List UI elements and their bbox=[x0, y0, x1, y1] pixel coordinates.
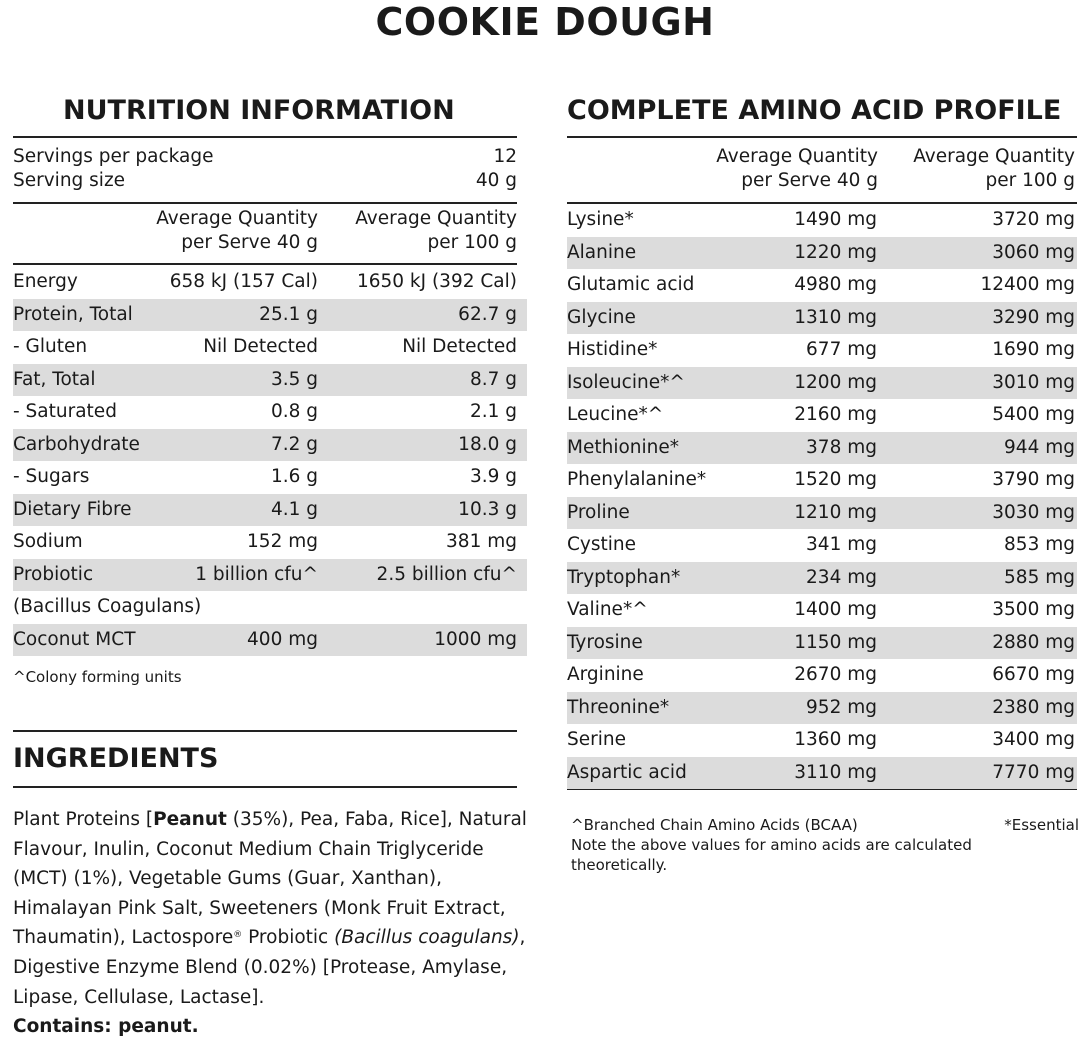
per-100g-value: 8.7 g bbox=[469, 368, 517, 390]
table-row bbox=[567, 334, 1077, 367]
header-line: per 100 g bbox=[985, 170, 1075, 191]
table-row bbox=[567, 594, 1077, 627]
table-row bbox=[567, 529, 1077, 562]
divider bbox=[13, 263, 517, 265]
table-row bbox=[567, 627, 1077, 660]
per-serve-value: 677 mg bbox=[806, 339, 877, 360]
table-row bbox=[567, 562, 1077, 595]
row-label: Histidine* bbox=[567, 339, 658, 360]
amino-col-serve-header bbox=[716, 145, 878, 193]
contains-statement: Contains: peanut. bbox=[13, 1016, 199, 1038]
table-row bbox=[567, 269, 1077, 302]
table-row bbox=[567, 724, 1077, 757]
per-serve-value: 1490 mg bbox=[794, 209, 877, 230]
nutrition-heading: NUTRITION INFORMATION bbox=[63, 95, 455, 126]
per-100g-value: 585 mg bbox=[1004, 566, 1075, 588]
row-label: (Bacillus Coagulans) bbox=[13, 596, 202, 617]
probiotic-species: (Bacillus coagulans) bbox=[334, 927, 520, 949]
per-serve-value: 2670 mg bbox=[794, 664, 877, 685]
per-100g-value: 18.0 g bbox=[458, 433, 517, 455]
per-serve-value: 1520 mg bbox=[794, 469, 877, 490]
per-serve-value: 1360 mg bbox=[794, 729, 877, 750]
table-row bbox=[13, 591, 527, 624]
ingredients-part: Probiotic bbox=[242, 927, 335, 949]
table-row bbox=[567, 399, 1077, 432]
per-serve-value: 658 kJ (157 Cal) bbox=[169, 271, 318, 292]
per-100g-value: 944 mg bbox=[1004, 436, 1075, 458]
header-line: Average Quantity bbox=[716, 146, 878, 167]
per-serve-value: 152 mg bbox=[247, 531, 318, 552]
nutrition-col-100g-header bbox=[355, 207, 517, 255]
header-line: Average Quantity bbox=[913, 146, 1075, 167]
bcaa-note: ^Branched Chain Amino Acids (BCAA) bbox=[571, 816, 858, 834]
row-label: Isoleucine*^ bbox=[567, 371, 685, 393]
page-title: COOKIE DOUGH bbox=[375, 0, 715, 44]
per-serve-value: 1310 mg bbox=[794, 306, 877, 328]
divider bbox=[13, 136, 517, 138]
table-row bbox=[13, 364, 527, 397]
ingredients-part: (35%), Pea, Faba, Rice], Natural Flavour, Inulin, Coconut Medium Chain Triglyceride (MCT) (1%), Vegetable Gums (Guar, Xanthan), Himalayan Pink Salt, Sweeteners (Monk Fruit Extract, Thaumatin), Lactospore bbox=[13, 809, 527, 949]
ingredients-heading: INGREDIENTS bbox=[13, 743, 219, 774]
table-row bbox=[13, 559, 527, 592]
per-100g-value: 3290 mg bbox=[992, 306, 1075, 328]
row-label: Probiotic bbox=[13, 563, 94, 585]
row-label: - Saturated bbox=[13, 401, 117, 422]
amino-col-100g-header bbox=[913, 145, 1075, 193]
row-label: Tyrosine bbox=[567, 631, 643, 653]
row-label: Proline bbox=[567, 501, 630, 523]
per-100g-value: 3.9 g bbox=[469, 466, 517, 487]
table-row bbox=[13, 266, 527, 299]
per-serve-value: 0.8 g bbox=[270, 401, 318, 422]
row-label: Methionine* bbox=[567, 436, 680, 458]
per-100g-value: 62.7 g bbox=[458, 303, 517, 325]
row-label: Arginine bbox=[567, 664, 644, 685]
row-label: Serine bbox=[567, 729, 626, 750]
per-serve-value: Nil Detected bbox=[203, 336, 318, 357]
row-label: Fat, Total bbox=[13, 368, 96, 390]
per-100g-value: 3500 mg bbox=[992, 599, 1075, 620]
per-100g-value: 12400 mg bbox=[980, 274, 1075, 295]
per-serve-value: 1.6 g bbox=[270, 466, 318, 487]
per-100g-value: 1650 kJ (392 Cal) bbox=[356, 271, 517, 292]
per-serve-value: 1220 mg bbox=[794, 241, 877, 263]
row-label: Sodium bbox=[13, 531, 83, 552]
table-row bbox=[567, 659, 1077, 692]
per-serve-value: 1150 mg bbox=[794, 631, 877, 653]
essential-note: *Essential bbox=[1004, 816, 1079, 834]
divider bbox=[567, 136, 1077, 138]
row-label: Carbohydrate bbox=[13, 433, 140, 455]
row-label: - Sugars bbox=[13, 466, 90, 487]
table-row bbox=[13, 299, 527, 332]
per-serve-value: 1210 mg bbox=[794, 501, 877, 523]
per-100g-value: 1690 mg bbox=[992, 339, 1075, 360]
per-100g-value: 2880 mg bbox=[992, 631, 1075, 653]
per-serve-value: 234 mg bbox=[806, 566, 877, 588]
table-row bbox=[567, 204, 1077, 237]
per-serve-value: 1200 mg bbox=[794, 371, 877, 393]
table-row bbox=[567, 367, 1077, 400]
row-label: - Gluten bbox=[13, 336, 88, 357]
row-label: Coconut MCT bbox=[13, 628, 136, 650]
row-label: Lysine* bbox=[567, 209, 634, 230]
servings-label: Servings per package bbox=[13, 146, 214, 167]
calc-note: Note the above values for amino acids are calculated theoretically. bbox=[571, 836, 972, 874]
per-100g-value: 10.3 g bbox=[458, 498, 517, 520]
header-line: per Serve 40 g bbox=[181, 232, 318, 253]
row-label: Dietary Fibre bbox=[13, 498, 132, 520]
nutrition-footnote: ^Colony forming units bbox=[13, 668, 182, 686]
per-100g-value: Nil Detected bbox=[402, 336, 517, 357]
per-serve-value: 3.5 g bbox=[270, 368, 318, 390]
row-label: Threonine* bbox=[567, 696, 670, 718]
per-serve-value: 4980 mg bbox=[794, 274, 877, 295]
table-row bbox=[13, 624, 527, 657]
row-label: Phenylalanine* bbox=[567, 469, 707, 490]
table-row bbox=[567, 302, 1077, 335]
per-100g-value: 381 mg bbox=[446, 531, 517, 552]
table-row bbox=[567, 464, 1077, 497]
per-serve-value: 4.1 g bbox=[270, 498, 318, 520]
per-100g-value: 853 mg bbox=[1004, 534, 1075, 555]
per-100g-value: 5400 mg bbox=[992, 404, 1075, 425]
per-100g-value: 7770 mg bbox=[992, 761, 1075, 783]
ingredients-text bbox=[13, 805, 543, 1042]
table-row bbox=[567, 497, 1077, 530]
per-100g-value: 1000 mg bbox=[434, 628, 517, 650]
row-label: Glutamic acid bbox=[567, 274, 695, 295]
per-serve-value: 378 mg bbox=[806, 436, 877, 458]
per-100g-value: 2380 mg bbox=[992, 696, 1075, 718]
row-label: Protein, Total bbox=[13, 303, 133, 325]
per-100g-value: 3010 mg bbox=[992, 371, 1075, 393]
row-label: Leucine*^ bbox=[567, 404, 664, 425]
divider bbox=[567, 789, 1077, 790]
per-serve-value: 1 billion cfu^ bbox=[195, 563, 318, 585]
header-line: per Serve 40 g bbox=[741, 170, 878, 191]
divider bbox=[13, 730, 517, 732]
per-serve-value: 400 mg bbox=[247, 628, 318, 650]
servings-value: 12 bbox=[493, 146, 517, 167]
per-100g-value: 6670 mg bbox=[992, 664, 1075, 685]
row-label: Alanine bbox=[567, 241, 637, 263]
table-row bbox=[567, 692, 1077, 725]
header-line: per 100 g bbox=[427, 232, 517, 253]
per-100g-value: 2.5 billion cfu^ bbox=[376, 563, 517, 585]
amino-heading: COMPLETE AMINO ACID PROFILE bbox=[567, 95, 1062, 126]
serving-size-value: 40 g bbox=[475, 170, 517, 191]
table-row bbox=[13, 331, 527, 364]
header-line: Average Quantity bbox=[156, 208, 318, 229]
divider bbox=[13, 202, 517, 204]
per-serve-value: 2160 mg bbox=[794, 404, 877, 425]
table-row bbox=[13, 494, 527, 527]
row-label: Cystine bbox=[567, 534, 637, 555]
allergen-peanut: Peanut bbox=[153, 809, 227, 830]
divider bbox=[13, 786, 517, 788]
per-100g-value: 3720 mg bbox=[992, 209, 1075, 230]
per-100g-value: 3060 mg bbox=[992, 241, 1075, 263]
per-serve-value: 25.1 g bbox=[259, 303, 318, 325]
per-serve-value: 7.2 g bbox=[270, 433, 318, 455]
registered-mark: ® bbox=[233, 930, 243, 941]
per-100g-value: 3400 mg bbox=[992, 729, 1075, 750]
row-label: Valine*^ bbox=[567, 599, 648, 620]
row-label: Tryptophan* bbox=[567, 566, 681, 588]
row-label: Glycine bbox=[567, 306, 636, 328]
per-serve-value: 1400 mg bbox=[794, 599, 877, 620]
table-row bbox=[567, 432, 1077, 465]
per-100g-value: 3030 mg bbox=[992, 501, 1075, 523]
ingredients-part: , Digestive Enzyme Blend (0.02%) [Protease, Amylase, Lipase, Cellulase, Lactase]. bbox=[13, 927, 526, 1008]
table-row bbox=[567, 757, 1077, 790]
ingredients-part: Plant Proteins [ bbox=[13, 809, 154, 830]
row-label: Energy bbox=[13, 271, 78, 292]
per-serve-value: 952 mg bbox=[806, 696, 877, 718]
per-100g-value: 3790 mg bbox=[992, 469, 1075, 490]
table-row bbox=[13, 396, 527, 429]
header-line: Average Quantity bbox=[355, 208, 517, 229]
table-row bbox=[13, 429, 527, 462]
per-serve-value: 341 mg bbox=[806, 534, 877, 555]
row-label: Aspartic acid bbox=[567, 761, 687, 783]
serving-size-label: Serving size bbox=[13, 170, 126, 191]
table-row bbox=[567, 237, 1077, 270]
table-row bbox=[13, 526, 527, 559]
nutrition-col-serve-header bbox=[156, 207, 318, 255]
per-serve-value: 3110 mg bbox=[794, 761, 877, 783]
per-100g-value: 2.1 g bbox=[469, 401, 517, 422]
table-row bbox=[13, 461, 527, 494]
